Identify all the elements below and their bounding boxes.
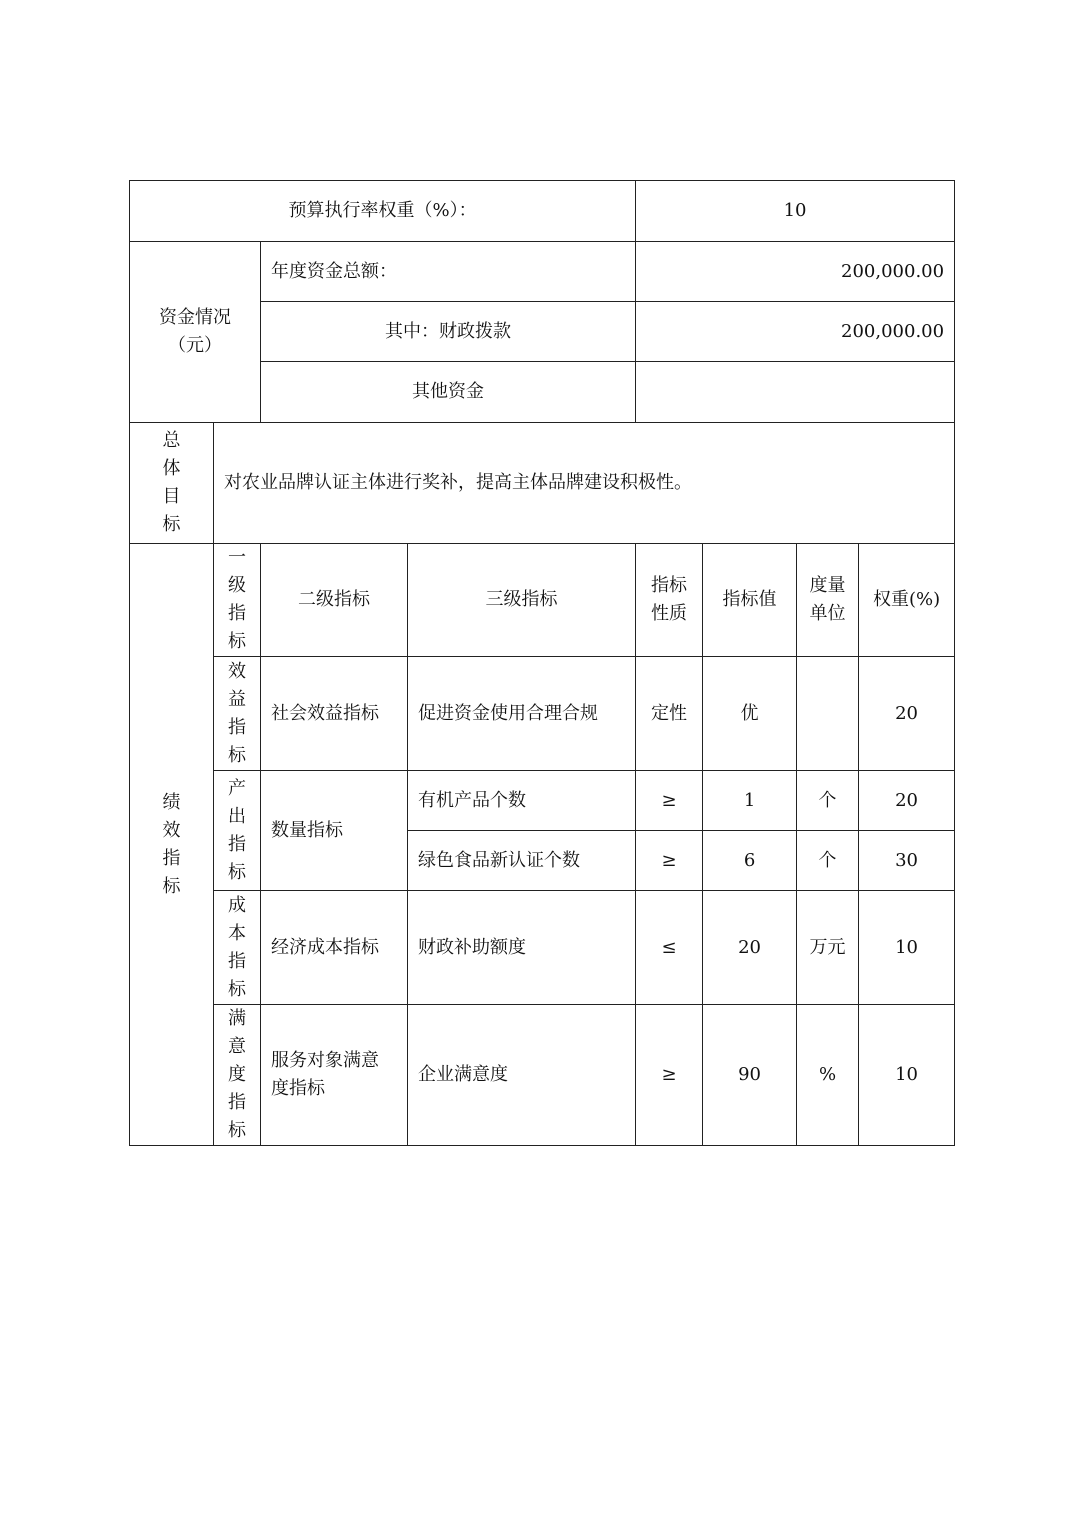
value-cell: 6 xyxy=(703,831,797,891)
value-cell: 优 xyxy=(703,657,797,771)
funds-fiscal-value: 200,000.00 xyxy=(636,302,955,362)
unit-cell: 个 xyxy=(797,831,859,891)
value-cell: 1 xyxy=(703,771,797,831)
level1-cell: 满 意 度 指 标 xyxy=(214,1005,261,1146)
nature-cell: ≥ xyxy=(636,1005,703,1146)
level2-cell: 社会效益指标 xyxy=(261,657,408,771)
unit-cell: 个 xyxy=(797,771,859,831)
level1-cell: 成 本 指 标 xyxy=(214,891,261,1005)
level2-cell: 数量指标 xyxy=(261,771,408,891)
funds-total-label: 年度资金总额： xyxy=(261,242,636,302)
level2-cell: 经济成本指标 xyxy=(261,891,408,1005)
header-level2: 二级指标 xyxy=(261,544,408,657)
goal-text: 对农业品牌认证主体进行奖补，提高主体品牌建设积极性。 xyxy=(214,423,955,544)
performance-label: 绩 效 指 标 xyxy=(130,544,214,1146)
budget-rate-value: 10 xyxy=(636,181,955,242)
table-row xyxy=(130,771,955,831)
performance-goal-table xyxy=(129,180,955,1146)
weight-cell: 20 xyxy=(859,771,955,831)
weight-cell: 10 xyxy=(859,1005,955,1146)
nature-cell: ≤ xyxy=(636,891,703,1005)
level3-cell: 财政补助额度 xyxy=(408,891,636,1005)
nature-cell: ≥ xyxy=(636,771,703,831)
budget-rate-label: 预算执行率权重（%）： xyxy=(130,181,636,242)
unit-cell xyxy=(797,657,859,771)
level3-cell: 绿色食品新认证个数 xyxy=(408,831,636,891)
weight-cell: 10 xyxy=(859,891,955,1005)
nature-cell: ≥ xyxy=(636,831,703,891)
value-cell: 90 xyxy=(703,1005,797,1146)
funds-total-value: 200,000.00 xyxy=(636,242,955,302)
table-row xyxy=(130,891,955,1005)
level3-cell: 有机产品个数 xyxy=(408,771,636,831)
level2-cell: 服务对象满意 度指标 xyxy=(261,1005,408,1146)
table-row xyxy=(130,1005,955,1146)
funds-label: 资金情况 （元） xyxy=(130,242,261,423)
header-level3: 三级指标 xyxy=(408,544,636,657)
level1-cell: 效 益 指 标 xyxy=(214,657,261,771)
value-cell: 20 xyxy=(703,891,797,1005)
weight-cell: 20 xyxy=(859,657,955,771)
header-unit: 度量 单位 xyxy=(797,544,859,657)
level3-cell: 企业满意度 xyxy=(408,1005,636,1146)
weight-cell: 30 xyxy=(859,831,955,891)
header-value: 指标值 xyxy=(703,544,797,657)
funds-fiscal-label: 其中：财政拨款 xyxy=(261,302,636,362)
unit-cell: 万元 xyxy=(797,891,859,1005)
header-weight: 权重(%) xyxy=(859,544,955,657)
header-level1: 一 级 指 标 xyxy=(214,544,261,657)
header-nature: 指标 性质 xyxy=(636,544,703,657)
funds-other-value xyxy=(636,362,955,423)
funds-other-label: 其他资金 xyxy=(261,362,636,423)
level1-cell: 产 出 指 标 xyxy=(214,771,261,891)
table-row xyxy=(130,657,955,771)
goal-label: 总 体 目 标 xyxy=(130,423,214,544)
level3-cell: 促进资金使用合理合规 xyxy=(408,657,636,771)
unit-cell: % xyxy=(797,1005,859,1146)
nature-cell: 定性 xyxy=(636,657,703,771)
